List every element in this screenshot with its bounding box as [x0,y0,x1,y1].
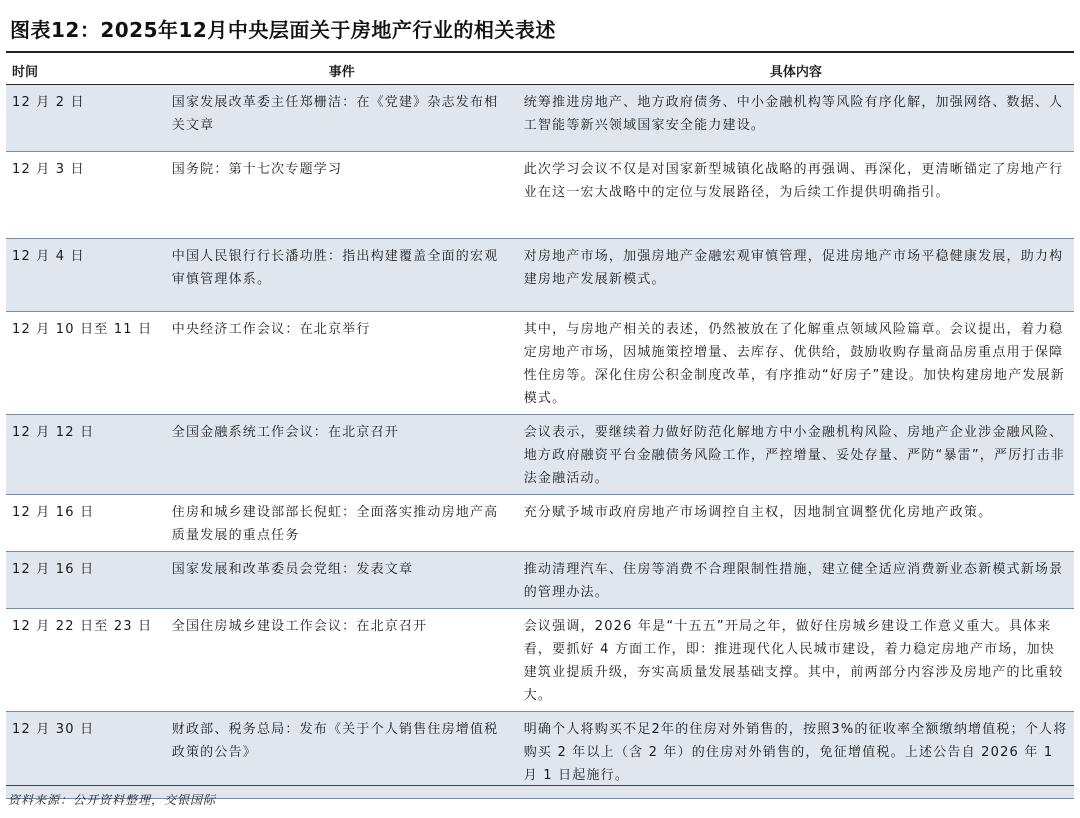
header-content: 具体内容 [518,57,1074,85]
cell-content: 此次学习会议不仅是对国家新型城镇化战略的再强调、再深化，更清晰锚定了房地产行业在这一宏大战略中的定位与发展路径，为后续工作提供明确指引。 [518,152,1074,239]
cell-event: 国家发展和改革委员会党组：发表文章 [166,552,518,609]
cell-time: 12 月 22 日至 23 日 [6,609,166,712]
cell-content: 推动清理汽车、住房等消费不合理限制性措施，建立健全适应消费新业态新模式新场景的管理办法。 [518,552,1074,609]
table-row [6,312,1074,415]
source-note: 资料来源：公开资料整理，交银国际 [8,793,217,807]
table-row [6,152,1074,239]
cell-content: 会议强调，2026 年是“十五五”开局之年，做好住房城乡建设工作意义重大。具体来看，要抓好 4 方面工作，即：推进现代化人民城市建设，着力稳定房地产市场，加快建筑业提质升级，夯实高质量发展基础支撑。其中，前两部分内容涉及房地产的比重较大。 [518,609,1074,712]
cell-time: 12 月 12 日 [6,415,166,495]
table-row [6,495,1074,552]
cell-content: 明确个人将购买不足2年的住房对外销售的，按照3%的征收率全额缴纳增值税；个人将购买 2 年以上（含 2 年）的住房对外销售的，免征增值税。上述公告自 2026 年 1 月 1 日起施行。 [518,712,1074,799]
table-row [6,609,1074,712]
table-row [6,552,1074,609]
table-row [6,415,1074,495]
cell-time: 12 月 16 日 [6,495,166,552]
cell-event: 财政部、税务总局：发布《关于个人销售住房增值税政策的公告》 [166,712,518,799]
cell-event: 全国金融系统工作会议：在北京召开 [166,415,518,495]
events-table [6,57,1074,799]
cell-time: 12 月 30 日 [6,712,166,799]
figure-title: 图表12：2025年12月中央层面关于房地产行业的相关表述 [10,18,556,42]
cell-time: 12 月 2 日 [6,85,166,152]
cell-event: 国家发展改革委主任郑栅洁：在《党建》杂志发布相关文章 [166,85,518,152]
header-event: 事件 [166,57,518,85]
source-divider [6,785,1074,786]
cell-event: 全国住房城乡建设工作会议：在北京召开 [166,609,518,712]
cell-event: 中国人民银行行长潘功胜：指出构建覆盖全面的宏观审慎管理体系。 [166,239,518,312]
cell-content: 会议表示，要继续着力做好防范化解地方中小金融机构风险、房地产企业涉金融风险、地方政府融资平台金融债务风险工作，严控增量、妥处存量、严防“暴雷”，严厉打击非法金融活动。 [518,415,1074,495]
cell-time: 12 月 10 日至 11 日 [6,312,166,415]
cell-time: 12 月 3 日 [6,152,166,239]
header-time: 时间 [6,57,166,85]
cell-content: 对房地产市场，加强房地产金融宏观审慎管理，促进房地产市场平稳健康发展，助力构建房地产发展新模式。 [518,239,1074,312]
cell-content: 充分赋予城市政府房地产市场调控自主权，因地制宜调整优化房地产政策。 [518,495,1074,552]
cell-time: 12 月 16 日 [6,552,166,609]
title-divider [6,51,1074,53]
table-row [6,239,1074,312]
cell-event: 住房和城乡建设部部长倪虹：全面落实推动房地产高质量发展的重点任务 [166,495,518,552]
table-row [6,85,1074,152]
cell-content: 统筹推进房地产、地方政府债务、中小金融机构等风险有序化解，加强网络、数据、人工智能等新兴领域国家安全能力建设。 [518,85,1074,152]
cell-event: 国务院：第十七次专题学习 [166,152,518,239]
cell-content: 其中，与房地产相关的表述，仍然被放在了化解重点领域风险篇章。会议提出，着力稳定房地产市场，因城施策控增量、去库存、优供给，鼓励收购存量商品房重点用于保障性住房等。深化住房公积金制度改革，有序推动“好房子”建设。加快构建房地产发展新模式。 [518,312,1074,415]
cell-time: 12 月 4 日 [6,239,166,312]
cell-event: 中央经济工作会议：在北京举行 [166,312,518,415]
table-header-row [6,57,1074,85]
